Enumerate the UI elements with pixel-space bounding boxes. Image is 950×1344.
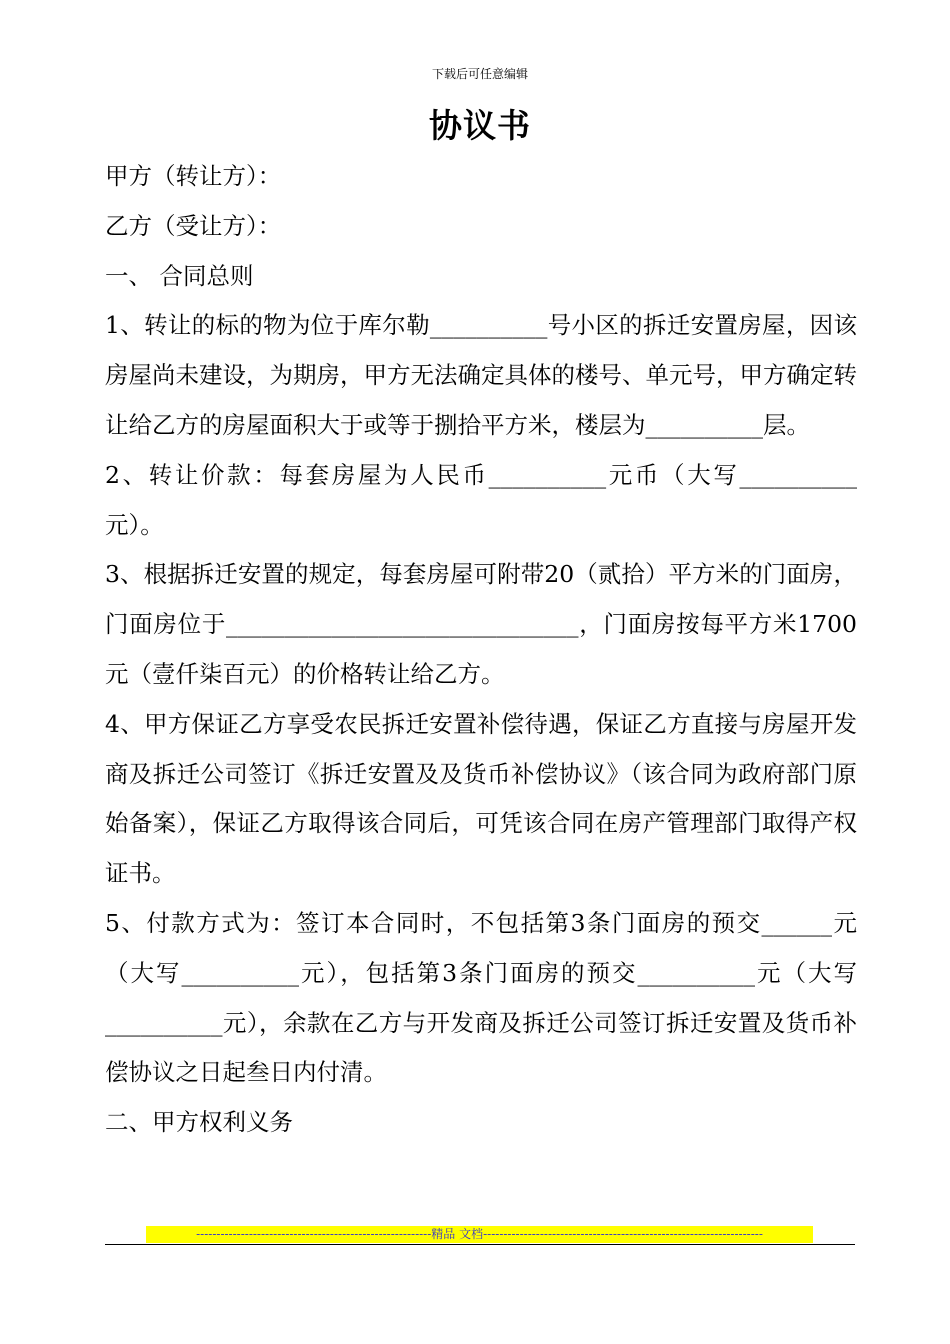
clause-3: 3、根据拆迁安置的规定，每套房屋可附带20（贰拾）平方米的门面房，门面房位于______________________________，门面房按每平方米1700元（壹仟柒百元）的价格转让给乙方。 <box>105 560 857 688</box>
header-note: 下载后可任意编辑 <box>431 67 528 81</box>
clause-1: 1、转让的标的物为位于库尔勒__________号小区的拆迁安置房屋，因该房屋尚未建设，为期房，甲方无法确定具体的楼号、单元号，甲方确定转让给乙方的房屋面积大于或等于捌拾平方米，楼层为__________层。 <box>105 311 857 439</box>
footer-rule <box>105 1244 855 1245</box>
clause-2: 2、转让价款：每套房屋为人民币__________元币（大写__________元）。 <box>105 460 857 539</box>
clause-4: 4、甲方保证乙方享受农民拆迁安置补偿待遇，保证乙方直接与房屋开发商及拆迁公司签订《拆迁安置及及货币补偿协议》（该合同为政府部门原始备案），保证乙方取得该合同后，可凭该合同在房产管理部门取得产权证书。 <box>105 709 857 888</box>
party-b-line: 乙方（受让方）： <box>105 211 282 240</box>
document-title: 协议书 <box>429 106 531 145</box>
footer-banner: ----------------------------------------------------------精品 文档--------------------------------------------------------------------- <box>146 1226 813 1243</box>
document-body <box>105 152 857 1148</box>
party-a-line: 甲方（转让方）： <box>105 162 282 190</box>
section-heading-general: 一、 合同总则 <box>105 261 254 290</box>
clause-5: 5、付款方式为：签订本合同时，不包括第3条门面房的预交______元（大写__________元），包括第3条门面房的预交__________元（大写__________元），余款在乙方与开发商及拆迁公司签订拆迁安置及货币补偿协议之日起叁日内付清。 <box>105 908 857 1087</box>
section-heading-party-a: 二、甲方权利义务 <box>105 1108 293 1137</box>
